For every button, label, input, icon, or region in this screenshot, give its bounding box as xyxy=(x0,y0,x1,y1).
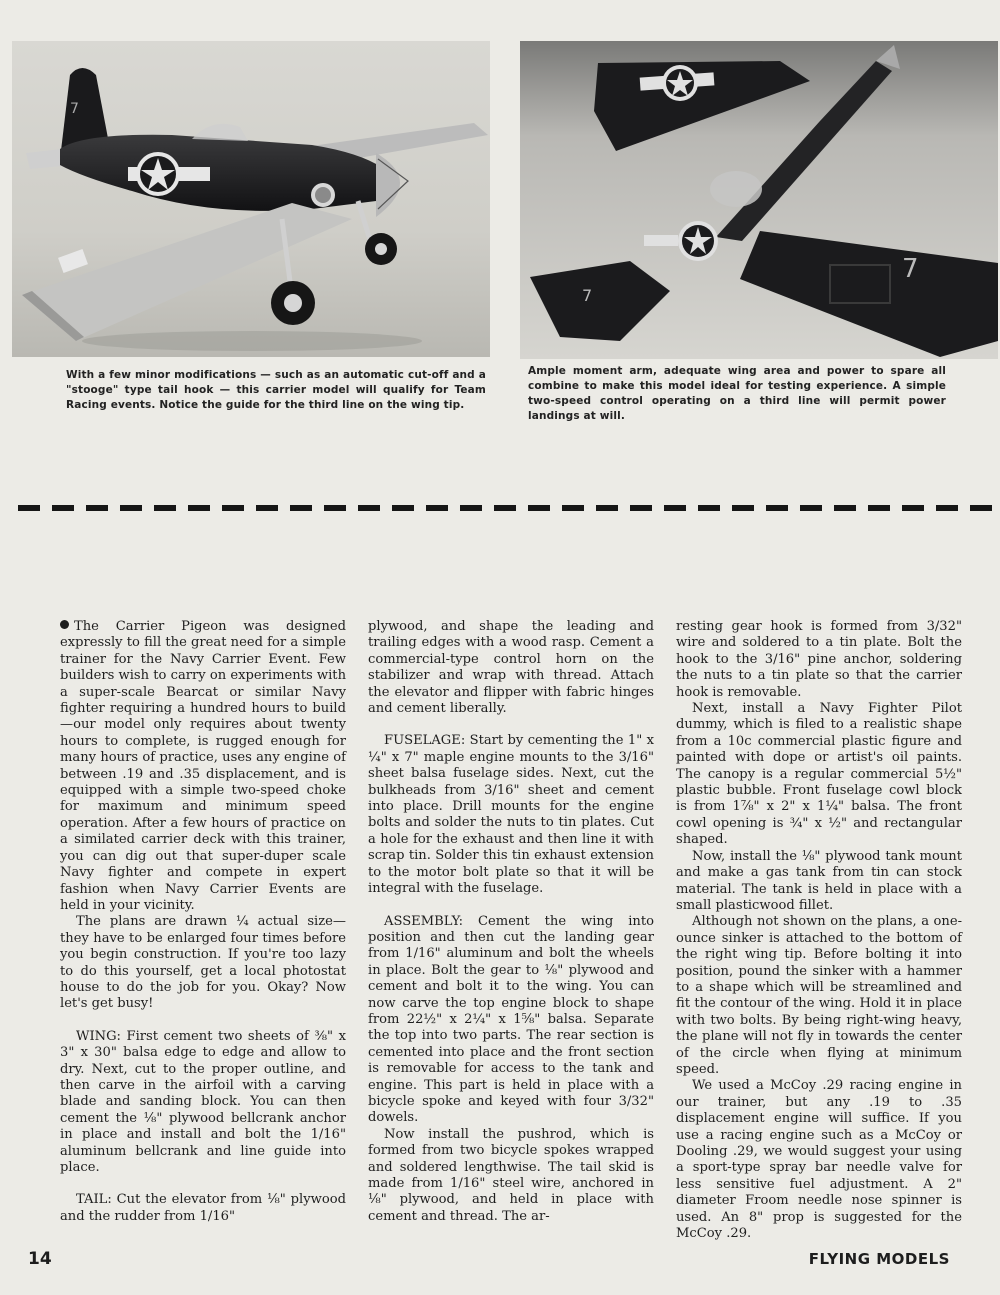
article-column-2 xyxy=(368,619,654,1225)
article-paragraph: resting gear hook is formed from 3/32" wire and soldered to a tin plate. Bolt the hook to the 3/16" pine anchor, soldering the nuts to a tin plate so that the carrier hook is removable. xyxy=(676,619,962,700)
article-paragraph: Now install the pushrod, which is formed from two bicycle spokes wrapped and soldered lengthwise. The tail skid is made from 1/16" steel wire, anchored in ⅛" plywood, and held in place with cement and thread. The ar- xyxy=(368,1126,654,1224)
left-airplane-image xyxy=(12,41,490,357)
page-number: 14 xyxy=(28,1249,52,1269)
magazine-name: FLYING MODELS xyxy=(808,1250,950,1268)
left-photo xyxy=(12,41,490,357)
dashed-divider xyxy=(18,505,1000,511)
assembly-section-paragraph: ASSEMBLY: Cement the wing into position and then cut the landing gear from 1/16" aluminum and bolt the wheels in place. Bolt the gear to ⅛" plywood and cement and bolt it to the wing. You can now carve the top engine block to shape from 22½" x 2¼" x 1⅝" balsa. Separate the top into two parts. The rear section is cemented into place and the front section is removable for access to the tank and engine. This part is held in place with a bicycle spoke and keyed with four 3/32" dowels. xyxy=(368,913,654,1126)
article-paragraph: Now, install the ⅛" plywood tank mount and make a gas tank from tin can stock material. The tank is held in place with a small plasticwood fillet. xyxy=(676,848,962,913)
right-wing-number: 7 xyxy=(902,254,919,284)
bullet-icon xyxy=(60,620,69,629)
wing-section-paragraph: WING: First cement two sheets of ⅜" x 3" x 30" balsa edge to edge and allow to dry. Next, cut to the proper outline, and then carve in the airfoil with a carving blade and sanding block. You can then cement the ⅛" plywood bellcrank anchor in place and install and bolt the 1/16" aluminum bellcrank and line guide into place. xyxy=(60,1028,346,1175)
article-column-1 xyxy=(60,619,346,1225)
right-photo-caption: Ample moment arm, adequate wing area and power to spare all combine to make this model ideal for testing experience. A simple two-speed control operating on a third line will permit power landings at will. xyxy=(528,365,946,422)
article-paragraph: plywood, and shape the leading and trailing edges with a wood rasp. Cement a commercial-type control horn on the stabilizer and wrap with thread. Attach the elevator and flipper with fabric hinges and cement liberally. xyxy=(368,619,654,717)
tail-section-paragraph: TAIL: Cut the elevator from ⅛" plywood and the rudder from 1/16" xyxy=(60,1192,346,1224)
fuselage-section-paragraph: FUSELAGE: Start by cementing the 1" x ¼" x 7" maple engine mounts to the 3/16" sheet balsa fuselage sides. Next, cut the bulkheads from 3/16" sheet and cement into place. Drill mounts for the engine bolts and solder the nuts to tin plates. Cut a hole for the exhaust and then line it with scrap tin. Solder this tin exhaust extension to the motor bolt plate so that it will be integral with the fuselage. xyxy=(368,733,654,897)
right-tail-number: 7 xyxy=(582,286,593,305)
right-photo xyxy=(520,41,998,359)
article-paragraph: The plans are drawn ¼ actual size—they have to be enlarged four times before you begin construction. If you're too lazy to do this yourself, get a local photostat house to do the job for you. Okay? Now let's get busy! xyxy=(60,914,346,1012)
article-paragraph: The Carrier Pigeon was designed expressly to fill the great need for a simple trainer for the Navy Carrier Event. Few builders wish to carry on experiments with a super-scale Bearcat or similar Navy fighter requiring a hundred hours to build—our model only requires about twenty hours to complete, is rugged enough for many hours of practice, uses any engine of between .19 and .35 displacement, and is equipped with a simple two-speed choke for maximum and minimum speed operation. After a few hours of practice on a similated carrier deck with this trainer, you can dig out that super-duper scale Navy fighter and compete in expert fashion when Navy Carrier Events are held in your vicinity. xyxy=(60,619,346,913)
left-tail-number: 7 xyxy=(70,101,79,117)
article-paragraph: We used a McCoy .29 racing engine in our trainer, but any .19 to .35 displacement engine will suffice. If you use a racing engine such as a McCoy or Dooling .29, we would suggest your using a sport-type spray bar needle valve for less sensitive fuel adjustment. A 2" diameter Froom needle nose spinner is used. An 8" prop is suggested for the McCoy .29. xyxy=(676,1078,962,1242)
article-paragraph: Next, install a Navy Fighter Pilot dummy, which is filed to a realistic shape from a 10c commercial plastic figure and painted with dope or artist's oil paints. The canopy is a regular commercial 5½" plastic bubble. Front fuselage cowl block is from 1⅞" x 2" x 1¼" balsa. The front cowl opening is ¾" x ½" and rectangular shaped. xyxy=(676,701,962,848)
article-column-3 xyxy=(676,619,962,1242)
article-paragraph: Although not shown on the plans, a one-ounce sinker is attached to the bottom of the right wing tip. Before bolting it into position, pound the sinker with a hammer to a shape which will be streamlined and fit the contour of the wing. Hold it in place with two bolts. By being right-wing heavy, the plane will not fly in towards the center of the circle when flying at minimum speed. xyxy=(676,914,962,1077)
left-photo-caption: With a few minor modifications — such as an automatic cut-off and a "stooge" type tail hook — this carrier model will qualify for Team Racing events. Notice the guide for the third line on the wing tip. xyxy=(66,369,486,411)
right-airplane-image xyxy=(520,41,998,359)
